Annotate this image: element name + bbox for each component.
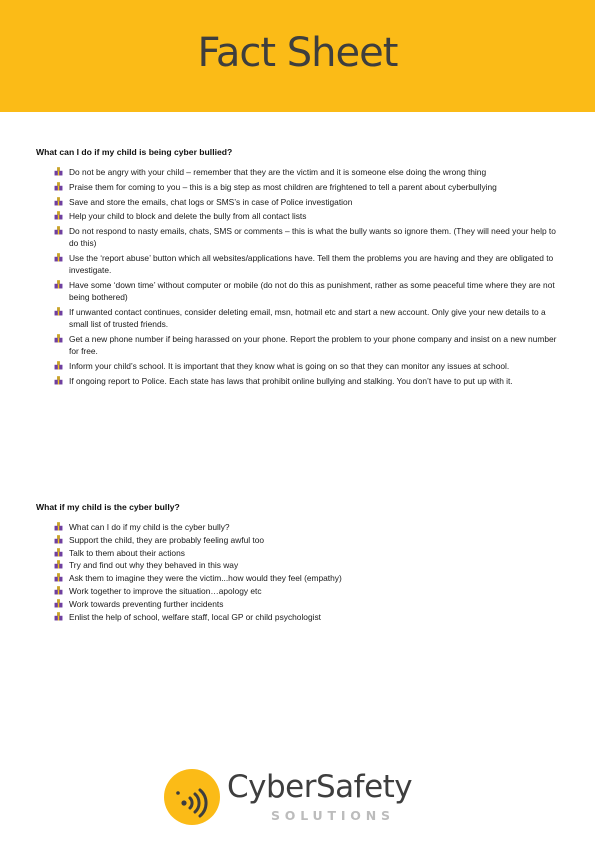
list-item	[54, 572, 561, 584]
list-item-text: Try and find out why they behaved in this way	[69, 560, 239, 571]
list-item	[54, 585, 561, 597]
list-item-text: Do not respond to nasty emails, chats, SMS or comments – this is what the bully wants so ignore them. (They will need your help to do this)	[69, 226, 556, 249]
header-banner	[0, 0, 595, 112]
list-item-text: Inform your child’s school. It is important that they know what is going on so that they can monitor any issues at school.	[69, 361, 510, 372]
bullet-icon	[54, 573, 63, 582]
bullet-icon	[54, 586, 63, 595]
list-item-text: If unwanted contact continues, consider deleting email, msn, hotmail etc and start a new account. Only give your new details to a small list of trusted friends.	[69, 307, 546, 330]
bullet-icon	[54, 548, 63, 557]
bullet-icon	[54, 280, 63, 289]
list-item	[54, 225, 561, 249]
bullet-icon	[54, 253, 63, 262]
bullet-icon	[54, 197, 63, 206]
list-item	[54, 166, 561, 178]
list-item-text: Work towards preventing further incidents	[69, 598, 224, 609]
list-item	[54, 375, 561, 387]
list-item	[54, 521, 561, 533]
list-item-text: Use the ‘report abuse’ button which all websites/applications have. Tell them the problems you are having and they are obligated to investigate.	[69, 253, 554, 276]
cybersafety-logo	[163, 768, 433, 828]
list-item	[54, 181, 561, 193]
bullet-icon	[54, 376, 63, 385]
list-item	[54, 210, 561, 222]
list-item-text: What can I do if my child is the cyber bully?	[69, 522, 230, 532]
list-item-text: If ongoing report to Police. Each state has laws that prohibit online bullying and stalking. You don’t have to put up with it.	[69, 375, 513, 386]
list-item-text: Help your child to block and delete the bully from all contact lists	[69, 211, 307, 222]
list-item	[54, 598, 561, 610]
list-item	[54, 306, 561, 330]
section-heading: What can I do if my child is being cyber bullied?	[36, 147, 233, 157]
list-item-text: Enlist the help of school, welfare staff, local GP or child psychologist	[69, 611, 322, 622]
page-title: Fact Sheet	[197, 30, 398, 76]
list-item-text: Talk to them about their actions	[69, 547, 185, 558]
list-item-text: Praise them for coming to you – this is a big step as most children are frightened to tell a parent about cyberbullying	[69, 181, 497, 192]
brand-name: CyberSafety	[227, 769, 413, 805]
list-item-text: Have some ‘down time’ without computer or mobile (do not do this as punishment, rather as some peaceful time where they are not being bothered)	[69, 280, 555, 303]
section-heading: What if my child is the cyber bully?	[36, 502, 180, 512]
list-item-text: Work together to improve the situation…apology etc	[69, 585, 262, 596]
bullet-icon	[54, 612, 63, 621]
section-cyber-bullied	[36, 147, 561, 390]
bullet-list	[36, 521, 561, 623]
bullet-icon	[54, 167, 63, 176]
list-item	[54, 559, 561, 571]
list-item	[54, 196, 561, 208]
list-item-text: Do not be angry with your child – remember that they are the victim and it is someone else doing the wrong thing	[69, 167, 487, 177]
section-child-is-bully	[36, 502, 561, 623]
list-item	[54, 547, 561, 559]
bullet-icon	[54, 211, 63, 220]
brand-subtitle: SOLUTIONS	[271, 808, 395, 823]
bullet-icon	[54, 560, 63, 569]
bullet-icon	[54, 226, 63, 235]
list-item	[54, 333, 561, 357]
bullet-list	[36, 166, 561, 387]
list-item	[54, 252, 561, 276]
list-item-text: Get a new phone number if being harassed on your phone. Report the problem to your phone company and insist on a new number for free.	[69, 334, 557, 357]
bullet-icon	[54, 522, 63, 531]
bullet-icon	[54, 599, 63, 608]
list-item-text: Ask them to imagine they were the victim...how would they feel (empathy)	[69, 573, 342, 584]
bullet-icon	[54, 182, 63, 191]
bullet-icon	[54, 307, 63, 316]
bullet-icon	[54, 361, 63, 370]
list-item	[54, 360, 561, 372]
list-item	[54, 611, 561, 623]
list-item-text: Save and store the emails, chat logs or SMS’s in case of Police investigation	[69, 196, 353, 207]
list-item	[54, 279, 561, 303]
bullet-icon	[54, 334, 63, 343]
bullet-icon	[54, 535, 63, 544]
yellow-circle-signal-icon	[163, 768, 221, 826]
list-item	[54, 534, 561, 546]
list-item-text: Support the child, they are probably feeling awful too	[69, 534, 265, 545]
